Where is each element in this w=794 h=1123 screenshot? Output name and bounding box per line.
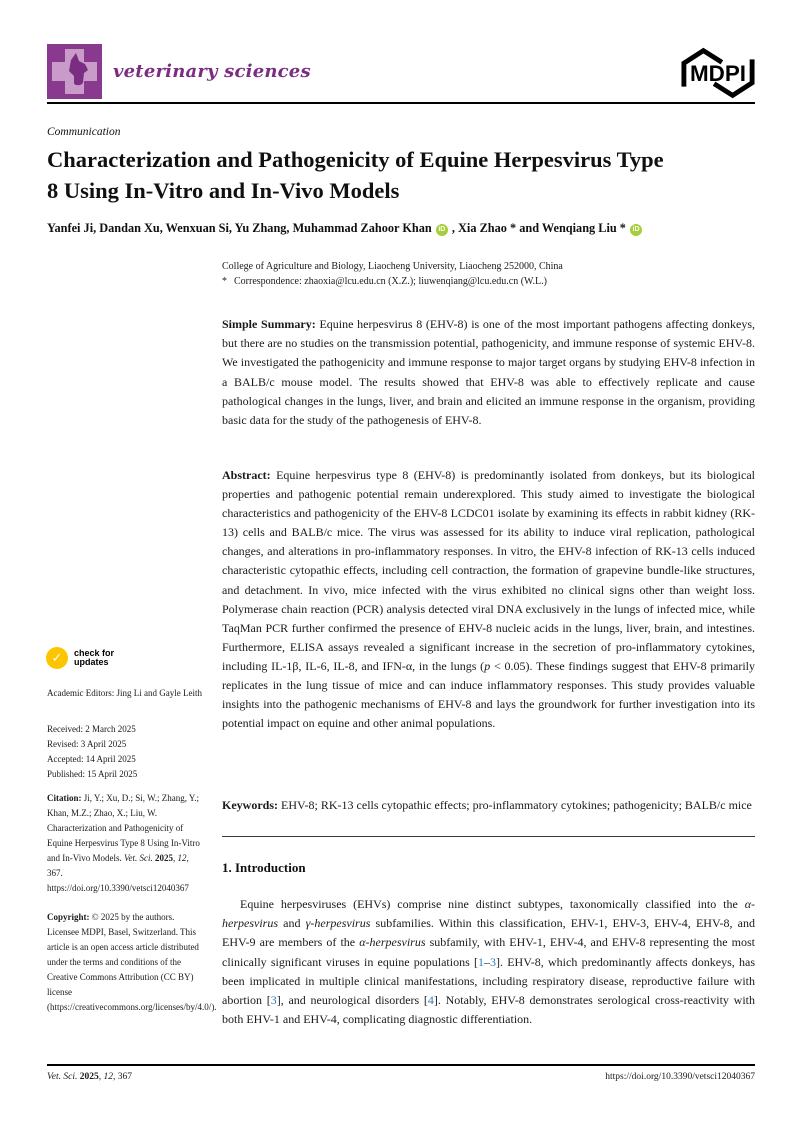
article-type-label: Communication [47,126,121,138]
simple-summary-text: Equine herpesvirus 8 (EHV-8) is one of the most important pathogens affecting donkeys, but there are no studies on the transmission potential, pathogenicity, and immune response of systemic EHV-8. We investigated the pathogenicity and immune response to major target organs by studying EHV-8 infection in a BALB/c mouse model. The results showed that EHV-8 was able to effectively replicate and cause pathological changes in the lungs, liver, and brain and elicited an immune response in the organism, providing basic data for the study of the pathogenesis of EHV-8. [222,317,756,428]
doi-link[interactable]: https://doi.org/10.3390/vetsci12040367 [47,883,189,893]
correspondence-label: Correspondence: [234,276,305,287]
abstract-label: Abstract: [222,468,271,482]
article-title-line2: 8 Using In-Vitro and In-Vivo Models [47,178,400,203]
footer-doi-link[interactable]: https://doi.org/10.3390/vetsci12040367 [605,1072,755,1082]
correspondence-marker: * [222,276,227,287]
simple-summary-label: Simple Summary: [222,317,316,331]
check-icon: ✓ [46,647,68,669]
email-link[interactable]: liuwenqiang@lcu.edu.cn [418,276,519,287]
authors-part2: , Xia Zhao * and Wenqiang Liu * [451,221,626,235]
abstract: Abstract: Equine herpesvirus type 8 (EHV-8) is predominantly isolated from donkeys, but its biological properties and pathogenic potential remain underexplored. This study aimed to investigate the biological characteristics and pathogenicity of the EHV-8 LCDC01 isolate by examining its effects in rabbit kidney (RK-13) cells and BALB/c mice. The virus was assessed for its ability to induce viral replication, pathological changes, and alterations in pro-inflammatory responses. In vitro, the EHV-8 infection of RK-13 cells induced characteristic cytopathic effects, including cell contraction, the formation of grapevine bundle-like structures, and detachment. In vivo, mice infected with the virus exhibited no clinical signs other than weight loss. Polymerase chain reaction (PCR) analysis detected viral DNA exclusively in the lungs of infected mice, while TaqMan PCR further confirmed the presence of EHV-8 nucleic acids in the lungs, liver, brain, and intestines. Furthermore, ELISA assays revealed a significant increase in the secretion of pro-inflammatory cytokines, including IL-1β, IL-6, IL-8, and IFN-α, in the lungs (p < 0.05). These findings suggest that EHV-8 primarily replicates in the lung tissue of mice and can induce inflammatory responses. This study provides valuable insights into the pathogenic mechanisms of EHV-8 and lays the groundwork for further investigation into its potential impact on equine and other animal populations. [222,468,755,731]
introduction-paragraph: Equine herpesviruses (EHVs) comprise nine distinct subtypes, taxonomically classified into the α-herpesvirus and γ-herpesvirus subfamilies. Within this classification, EHV-1, EHV-3, EHV-4, EHV-8, and EHV-9 are members of the α-herpesvirus subfamily, with EHV-1, EHV-4, and EHV-8 representing the most clinically significant viruses in equine populations [1–3]. EHV-8, which predominantly affects donkeys, has been implicated in multiple clinical manifestations, including respiratory disease, reproductive failure with abortion [3], and neurological disorders [4]. Notably, EHV-8 demonstrates serological cross-reactivity with both EHV-1 and EHV-4, complicating diagnostic differentiation. [222,897,756,1027]
citation-ref-link[interactable]: 3 [490,954,496,969]
check-for-updates-badge[interactable] [46,647,114,669]
keywords [222,796,755,815]
correspondence-line: * Correspondence: zhaoxia@lcu.edu.cn (X.Z.); liuwenqiang@lcu.edu.cn (W.L.) [222,276,547,287]
revised-date: Revised: 3 April 2025 [47,739,127,749]
authors-line [47,221,761,236]
copyright-block: Copyright: © 2025 by the authors. Licensee MDPI, Basel, Switzerland. This article is an open access article distributed under the terms and conditions of the Creative Commons Attribution (CC BY) license (https://creativecommons.org/licenses/by/4.0/). [47,912,217,1012]
email-link[interactable]: zhaoxia@lcu.edu.cn [304,276,386,287]
orcid-icon[interactable]: iD [630,224,642,236]
copyright-label: Copyright: [47,912,90,922]
keywords-label: Keywords: [222,798,278,812]
published-date: Published: 15 April 2025 [47,769,138,779]
journal-logo-icon[interactable] [47,44,102,99]
header-divider [47,102,755,104]
footer-journal-ref: Vet. Sci. 2025, 12, 367 [47,1072,132,1082]
article-title-line1: Characterization and Pathogenicity of Equine Herpesvirus Type [47,147,664,172]
journal-name: veterinary sciences [113,61,311,82]
affiliation-block [222,259,755,289]
article-dates [47,722,202,782]
section-heading-introduction: 1. Introduction [222,860,306,875]
citation-block: Citation: Ji, Y.; Xu, D.; Si, W.; Zhang, Y.; Khan, M.Z.; Zhao, X.; Liu, W. Characterization and Pathogenicity of Equine Herpesvirus Type 8 Using In-Vitro and In-Vivo Models. Vet. Sci. 2025, 12, 367. https://doi.org/10.3390/vetsci12040367 [47,793,200,893]
received-date: Received: 2 March 2025 [47,724,136,734]
citation-ref-link[interactable]: 1 [478,954,484,969]
keywords-divider [222,836,755,837]
simple-summary [222,315,755,430]
article-title [47,144,761,206]
citation-ref-link[interactable]: 3 [270,993,277,1008]
accepted-date: Accepted: 14 April 2025 [47,754,136,764]
check-for-updates-label: check for updates [74,647,115,667]
keywords-text: EHV-8; RK-13 cells cytopathic effects; pro-inflammatory cytokines; pathogenicity; BALB/c mice [278,798,752,812]
orcid-icon[interactable]: iD [436,224,448,236]
academic-editors: Academic Editors: Jing Li and Gayle Leith [47,688,202,698]
mdpi-logo[interactable] [680,46,756,100]
footer-divider [47,1064,755,1066]
mdpi-wordmark: MDPI [689,60,747,86]
citation-label: Citation: [47,793,82,803]
authors-part1: Yanfei Ji, Dandan Xu, Wenxuan Si, Yu Zhang, Muhammad Zahoor Khan [47,221,432,235]
license-link[interactable]: https://creativecommons.org/licenses/by/4.0/ [50,1002,212,1012]
citation-ref-link[interactable]: 4 [427,993,434,1008]
affiliation-line: College of Agriculture and Biology, Liaocheng University, Liaocheng 252000, China [222,261,563,272]
